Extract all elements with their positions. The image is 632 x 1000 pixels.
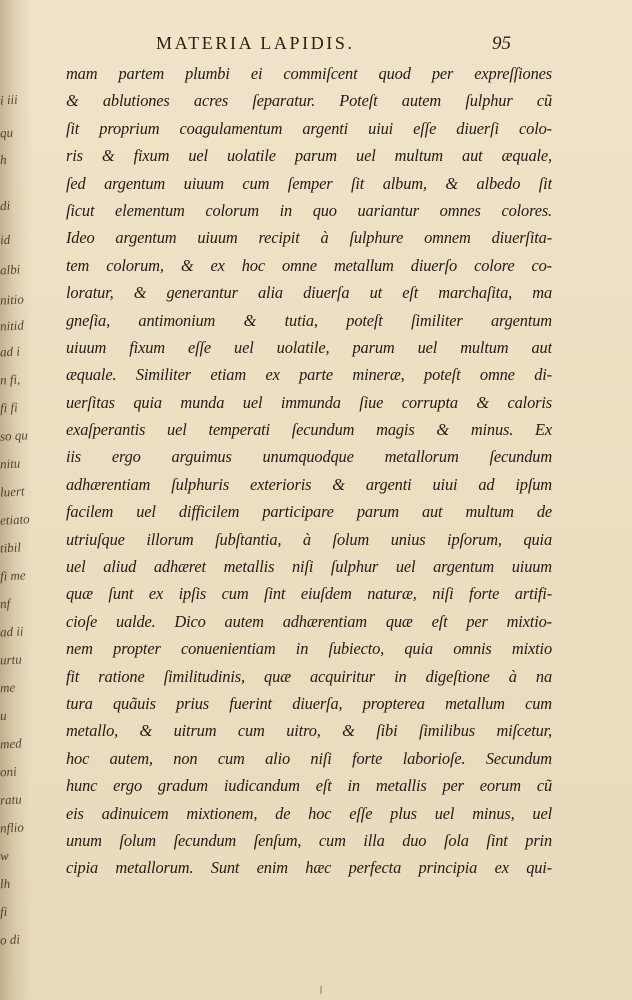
text-line: ris & fixum uel uolatile parum uel multum aut æquale, — [66, 146, 552, 166]
text-line: æquale. Similiter etiam ex parte mineræ, poteſt omne di- — [66, 365, 552, 385]
page-edge-mark — [320, 986, 322, 994]
facing-page-gutter — [0, 0, 30, 1000]
gutter-fragment: lh — [0, 875, 11, 892]
gutter-fragment: me — [0, 679, 16, 696]
text-line: facilem uel difficilem participare parum aut multum de — [66, 502, 552, 522]
gutter-fragment: fi fi — [0, 399, 19, 416]
gutter-fragment: nitu — [0, 455, 21, 472]
text-line: ſicut elementum colorum in quo uariantur omnes colores. — [66, 200, 552, 220]
text-line: iis ergo arguimus unumquodque metallorum ſecundum — [66, 447, 552, 467]
gutter-fragment: albi — [0, 261, 21, 278]
gutter-fragment: ratu — [0, 791, 23, 808]
text-line: hoc autem, non cum alio niſi forte laborioſe. Secundum — [66, 748, 552, 768]
text-line: ſit proprium coagulamentum argenti uiui eſſe diuerſi colo- — [66, 118, 552, 138]
text-line: uerſitas quia munda uel immunda ſiue corrupta & caloris — [66, 392, 552, 412]
text-line: Ideo argentum uiuum recipit à ſulphure omnem diuerſita- — [66, 228, 552, 248]
gutter-fragment: so qu — [0, 427, 29, 444]
gutter-fragment: fi — [0, 903, 8, 920]
text-line: exaſperantis uel temperati ſecundum magis & minus. Ex — [66, 420, 552, 440]
gutter-fragment: n fi, — [0, 371, 21, 388]
text-line: uiuum fixum eſſe uel uolatile, parum uel multum aut — [66, 337, 552, 357]
text-line: gneſia, antimonium & tutia, poteſt ſimiliter argentum — [66, 310, 552, 330]
text-line: quæ ſunt ex ipſis cum ſint eiuſdem naturæ, niſi forte artifi- — [66, 584, 552, 604]
body-text — [66, 60, 552, 882]
text-line: tem colorum, & ex hoc omne metallum diuerſo colore co- — [66, 255, 552, 275]
gutter-fragment: nitid — [0, 317, 25, 334]
gutter-fragment: qu — [0, 124, 14, 141]
gutter-fragment: i iii — [0, 91, 19, 108]
page-number: 95 — [492, 33, 511, 54]
gutter-fragment: med — [0, 735, 23, 752]
text-line: cipia metallorum. Sunt enim hæc perfecta principia ex qui- — [66, 858, 552, 878]
gutter-fragment: u — [0, 707, 7, 724]
running-title: MATERIA LAPIDIS. — [156, 33, 355, 53]
text-line: tura quãuis prius fuerint diuerſa, propterea metallum cum — [66, 693, 552, 713]
gutter-fragment: oni — [0, 763, 17, 780]
text-line: metallo, & uitrum cum uitro, & ſibi ſimilibus miſcetur, — [66, 721, 552, 741]
page-header — [0, 33, 632, 57]
text-line: ſed argentum uiuum cum ſemper ſit album, & albedo ſit — [66, 173, 552, 193]
text-line: & ablutiones acres ſeparatur. Poteſt autem ſulphur cũ — [66, 91, 552, 111]
text-line: eis adinuicem mixtionem, de hoc eſſe plus uel minus, uel — [66, 803, 552, 823]
gutter-fragment: luert — [0, 483, 25, 500]
gutter-fragment: nitio — [0, 291, 25, 308]
gutter-fragment: di — [0, 197, 11, 214]
gutter-fragment: nf — [0, 595, 11, 612]
text-line: nem propter conuenientiam in ſubiecto, quia omnis mixtio — [66, 639, 552, 659]
gutter-fragment: ad i — [0, 343, 21, 360]
gutter-fragment: w — [0, 847, 10, 864]
text-line: unum ſolum ſecundum ſenſum, cum illa duo ſola ſint prin — [66, 830, 552, 850]
gutter-fragment: h — [0, 151, 7, 168]
gutter-fragment: tibil — [0, 539, 22, 556]
text-line: mam partem plumbi ei commiſcent quod per expreſſiones — [66, 64, 552, 83]
gutter-fragment: o di — [0, 931, 21, 948]
gutter-fragment: etiato — [0, 511, 30, 528]
text-line: adhærentiam ſulphuris exterioris & argenti uiui ad ipſum — [66, 474, 552, 494]
gutter-fragment: fi me — [0, 567, 26, 584]
gutter-fragment: id — [0, 231, 11, 248]
gutter-fragment: nflio — [0, 819, 25, 836]
gutter-fragment: ad ii — [0, 623, 24, 640]
text-line: cioſe ualde. Dico autem adhærentiam quæ eſt per mixtio- — [66, 611, 552, 631]
text-line: uel aliud adhæret metallis niſi ſulphur uel argentum uiuum — [66, 557, 552, 577]
gutter-fragment: urtu — [0, 651, 23, 668]
text-line: utriuſque illorum ſubſtantia, à ſolum unius ipſorum, quia — [66, 529, 552, 549]
text-line: loratur, & generantur alia diuerſa ut eſt marchaſita, ma — [66, 283, 552, 303]
text-line: hunc ergo gradum iudicandum eſt in metallis per eorum cũ — [66, 776, 552, 796]
text-line: fit ratione ſimilitudinis, quæ acquiritur in digeſtione à na — [66, 666, 552, 686]
